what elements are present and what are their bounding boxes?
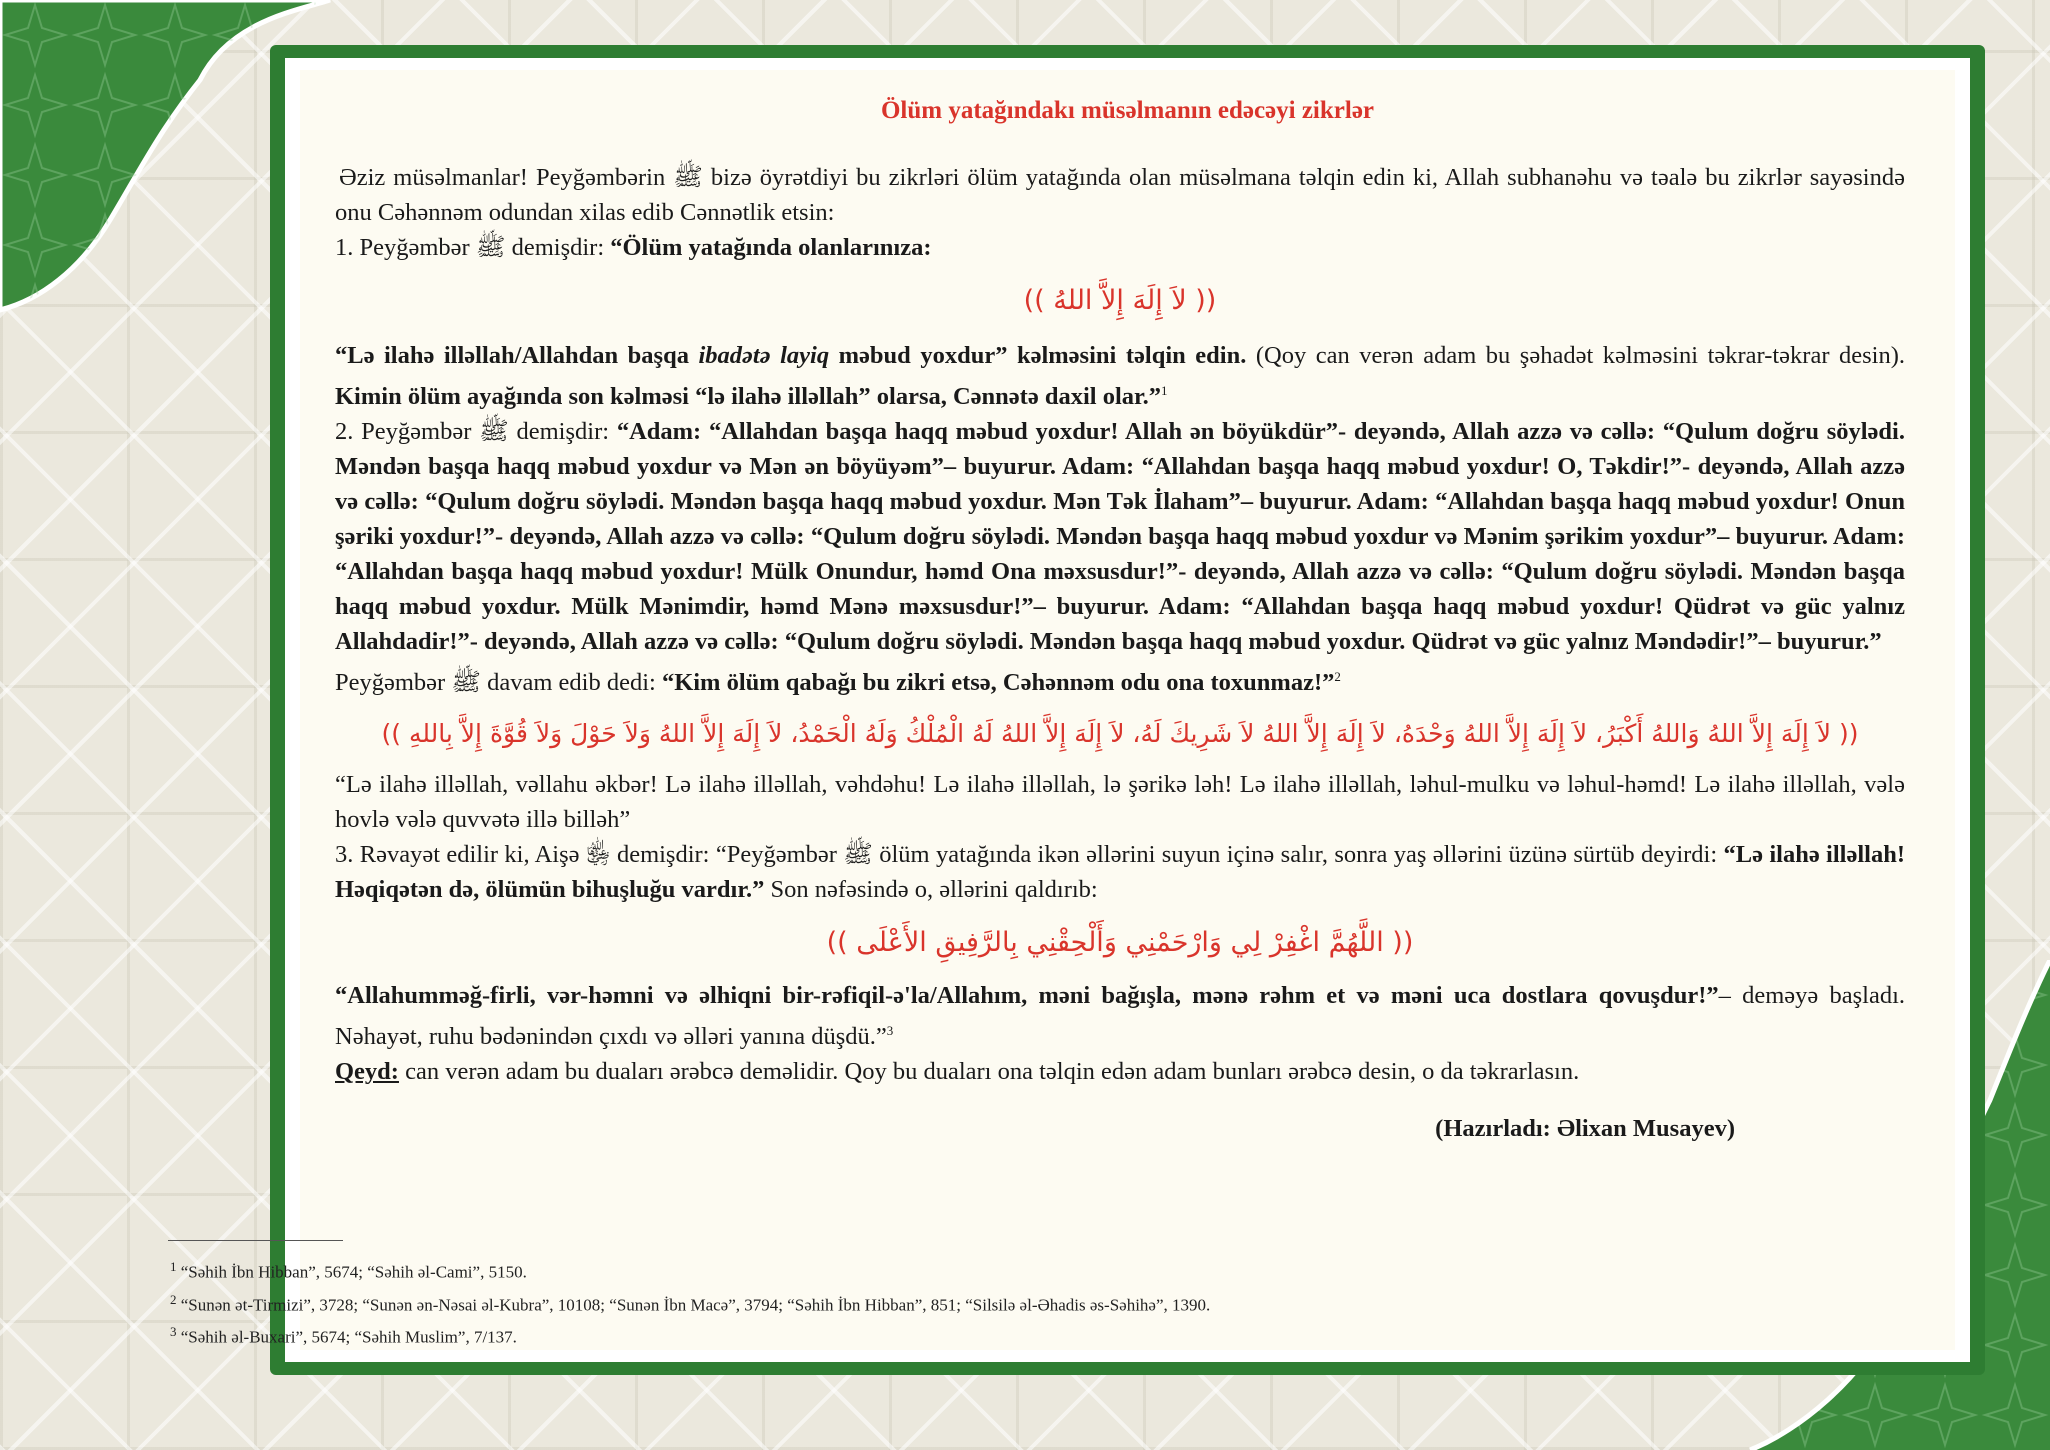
footnote-3-num: 3 — [170, 1324, 177, 1340]
intro-paragraph — [335, 160, 1905, 230]
item-2 — [335, 414, 1905, 659]
item-1-italic: ibadətə layiq — [698, 342, 830, 369]
intro-text: Əziz müsəlmanlar! Peyğəmbərin ﷺ bizə öyrətdiyi bu zikrləri ölüm yatağında olan müsəlmana təlqin edin ki, Allah subhanəhu və təalə bu zikrlər sayəsində onu Cəhənnəm odundan xilas edib Cənnətlik etsin: — [335, 164, 1905, 226]
item-2-continuation — [335, 659, 1905, 700]
item-2-bold: “Adam: “Allahdan başqa haqq məbud yoxdur! Allah ən böyükdür”- deyəndə, Allah azzə və cəllə: “Qulum doğru söylədi. Məndən başqa haqq məbud yoxdur və Mən ən böyüyəm”– buyurur. Adam: “Allahdan başqa haqq məbud yoxdur! O, Təkdir!”- deyəndə, Allah azzə və cəllə: “Qulum doğru söylədi. Məndən başqa haqq məbud yoxdur. Mən Tək İlaham”– buyurur. Adam: “Allahdan başqa haqq məbud yoxdur! Onun şəriki yoxdur!”- deyəndə, Allah azzə və cəllə: “Qulum doğru söylədi. Məndən başqa haqq məbud yoxdur və Mənim şərikim yoxdur”– buyurur. Adam: “Allahdan başqa haqq məbud yoxdur! Mülk Onundur, həmd Ona məxsusdur!”- deyəndə, Allah azzə və cəllə: “Qulum doğru söylədi. Məndən başqa haqq məbud yoxdur. Mülk Mənimdir, həmd Mənə məxsusdur!”– buyurur. Adam: “Allahdan başqa haqq məbud yoxdur! Qüdrət və güc yalnız Allahdadir!”- deyəndə, Allah azzə və cəllə: “Qulum doğru söylədi. Məndən başqa haqq məbud yoxdur. Qüdrət və güc yalnız Məndədir!”– buyurur.” — [335, 418, 1905, 656]
item-2-cont-bold: “Kim ölüm qabağı bu zikri etsə, Cəhənnəm odu ona toxunmaz!” — [661, 669, 1335, 697]
footnote-1-num: 1 — [170, 1259, 177, 1274]
footnotes — [170, 1253, 1770, 1351]
item-1-bold-a: “Lə ilahə illəllah/Allahdan başqa — [335, 342, 699, 369]
footnote-ref-3: 3 — [886, 1023, 894, 1039]
item-3 — [335, 837, 1905, 907]
footnote-separator — [168, 1240, 343, 1241]
footnote-2 — [170, 1286, 1770, 1319]
arabic-shahada: (( لاَ إِلَهَ إِلاَّ اللهُ )) — [1023, 285, 1217, 316]
footnote-ref-1: 1 — [1161, 383, 1168, 398]
item-1-explanation — [335, 338, 1905, 414]
item-3-bold: “Lə ilahə illəllah! Həqiqətən də, ölümün bihuşluğu vardır.” — [335, 841, 1905, 904]
item-1-normal: (Qoy can verən adam bu şəhadət kəlməsini təkrar-təkrar desin). — [1246, 342, 1906, 369]
item-1-quote: “Ölüm yatağında olanlarınıza: — [610, 234, 932, 261]
footnote-2-text: “Sunən ət-Tirmizi”, 3728; “Sunən ən-Nəsai əl-Kubra”, 10108; “Sunən İbn Macə”, 3794; “Səhih İbn Hibban”, 851; “Silsilə əl-Əhadis əs-Səhihə”, 1390. — [180, 1295, 1211, 1315]
document-body — [335, 160, 1905, 1146]
item-3-dua-after: – deməyə başladı. Nəhayət, ruhu bədənindən çıxdı və əlləri yanına düşdü.” — [335, 982, 1906, 1051]
arabic-dua: (( اللَّهُمَّ اغْفِرْ لِي وَارْحَمْنِي وَأَلْحِقْنِي بِالرَّفِيقِ الأَعْلَى )) — [826, 927, 1414, 959]
footnote-3-text: “Səhih əl-Buxari”, 5674; “Səhih Muslim”, 7/137. — [180, 1327, 517, 1347]
item-3-dua-bold: “Allahumməğ-firli, vər-həmni və əlhiqni bir-rəfiqil-ə'la/Allahım, məni bağışla, mənə rəhm et və məni uca dostlara qovuşdur!” — [335, 982, 1719, 1010]
item-2-lead: 2. Peyğəmbər ﷺ demişdir: — [335, 418, 617, 446]
item-2-transliteration: “Lə ilahə illəllah, vəllahu əkbər! Lə ilahə illəllah, vəhdəhu! Lə ilahə illəllah, lə şərikə ləh! Lə ilahə illəllah, ləhul-mulku və ləhul-həmd! Lə ilahə illəllah, vələ hovlə vələ quvvətə illə billəh” — [335, 771, 1905, 834]
item-2-cont-lead: Peyğəmbər ﷺ davam edib dedi: — [335, 669, 662, 697]
signature: (Hazırladı: Əlixan Musayev) — [1435, 1115, 1735, 1143]
item-3-after: Son nəfəsində o, əllərini qaldırıb: — [764, 876, 1098, 904]
note-text: can verən adam bu duaları ərəbcə deməlidir. Qoy bu duaları ona təlqin edən adam bunları ərəbcə desin, o da təkrarlasın. — [398, 1058, 1580, 1086]
item-1-lead: 1. Peyğəmbər ﷺ demişdir: — [335, 234, 611, 261]
item-1 — [335, 230, 1905, 265]
note-paragraph — [335, 1054, 1905, 1089]
footnote-ref-2: 2 — [1334, 669, 1341, 685]
item-3-dua — [335, 978, 1905, 1054]
footnote-1 — [170, 1253, 1770, 1286]
footnote-1-text: “Səhih İbn Hibban”, 5674; “Səhih əl-Cami”, 5150. — [180, 1262, 527, 1282]
note-label: Qeyd: — [335, 1058, 399, 1086]
item-3-lead: 3. Rəvayət edilir ki, Aişə ﵂ demişdir: “Peyğəmbər ﷺ ölüm yatağında ikən əllərini suyun içinə salır, sonra yaş əllərini üzünə sürtüb deyirdi: — [335, 841, 1724, 869]
document-title: Ölüm yatağındakı müsəlmanın edəcəyi zikrlər — [880, 97, 1375, 124]
footnote-3 — [170, 1318, 1770, 1351]
arabic-zikr: (( لاَ إِلَهَ إِلاَّ اللهُ وَاللهُ أَكْبَرُ، لاَ إِلَهَ إِلاَّ اللهُ وَحْدَهُ، لاَ إِلَهَ إِلاَّ اللهُ لاَ شَرِيكَ لَهُ، لاَ إِلَهَ إِلاَّ اللهُ لَهُ الْمُلْكُ وَلَهُ الْحَمْدُ، لاَ إِلَهَ إِلاَّ اللهُ وَلاَ حَوْلَ وَلاَ قُوَّةَ إِلاَّ بِاللهِ )) — [381, 719, 1859, 749]
item-1-bold-b: məbud yoxdur” kəlməsini təlqin edin. — [829, 342, 1247, 369]
item-1-bold-c: Kimin ölüm ayağında son kəlməsi “lə ilahə illəllah” olarsa, Cənnətə daxil olar.” — [335, 383, 1162, 411]
footnote-2-num: 2 — [170, 1291, 177, 1307]
